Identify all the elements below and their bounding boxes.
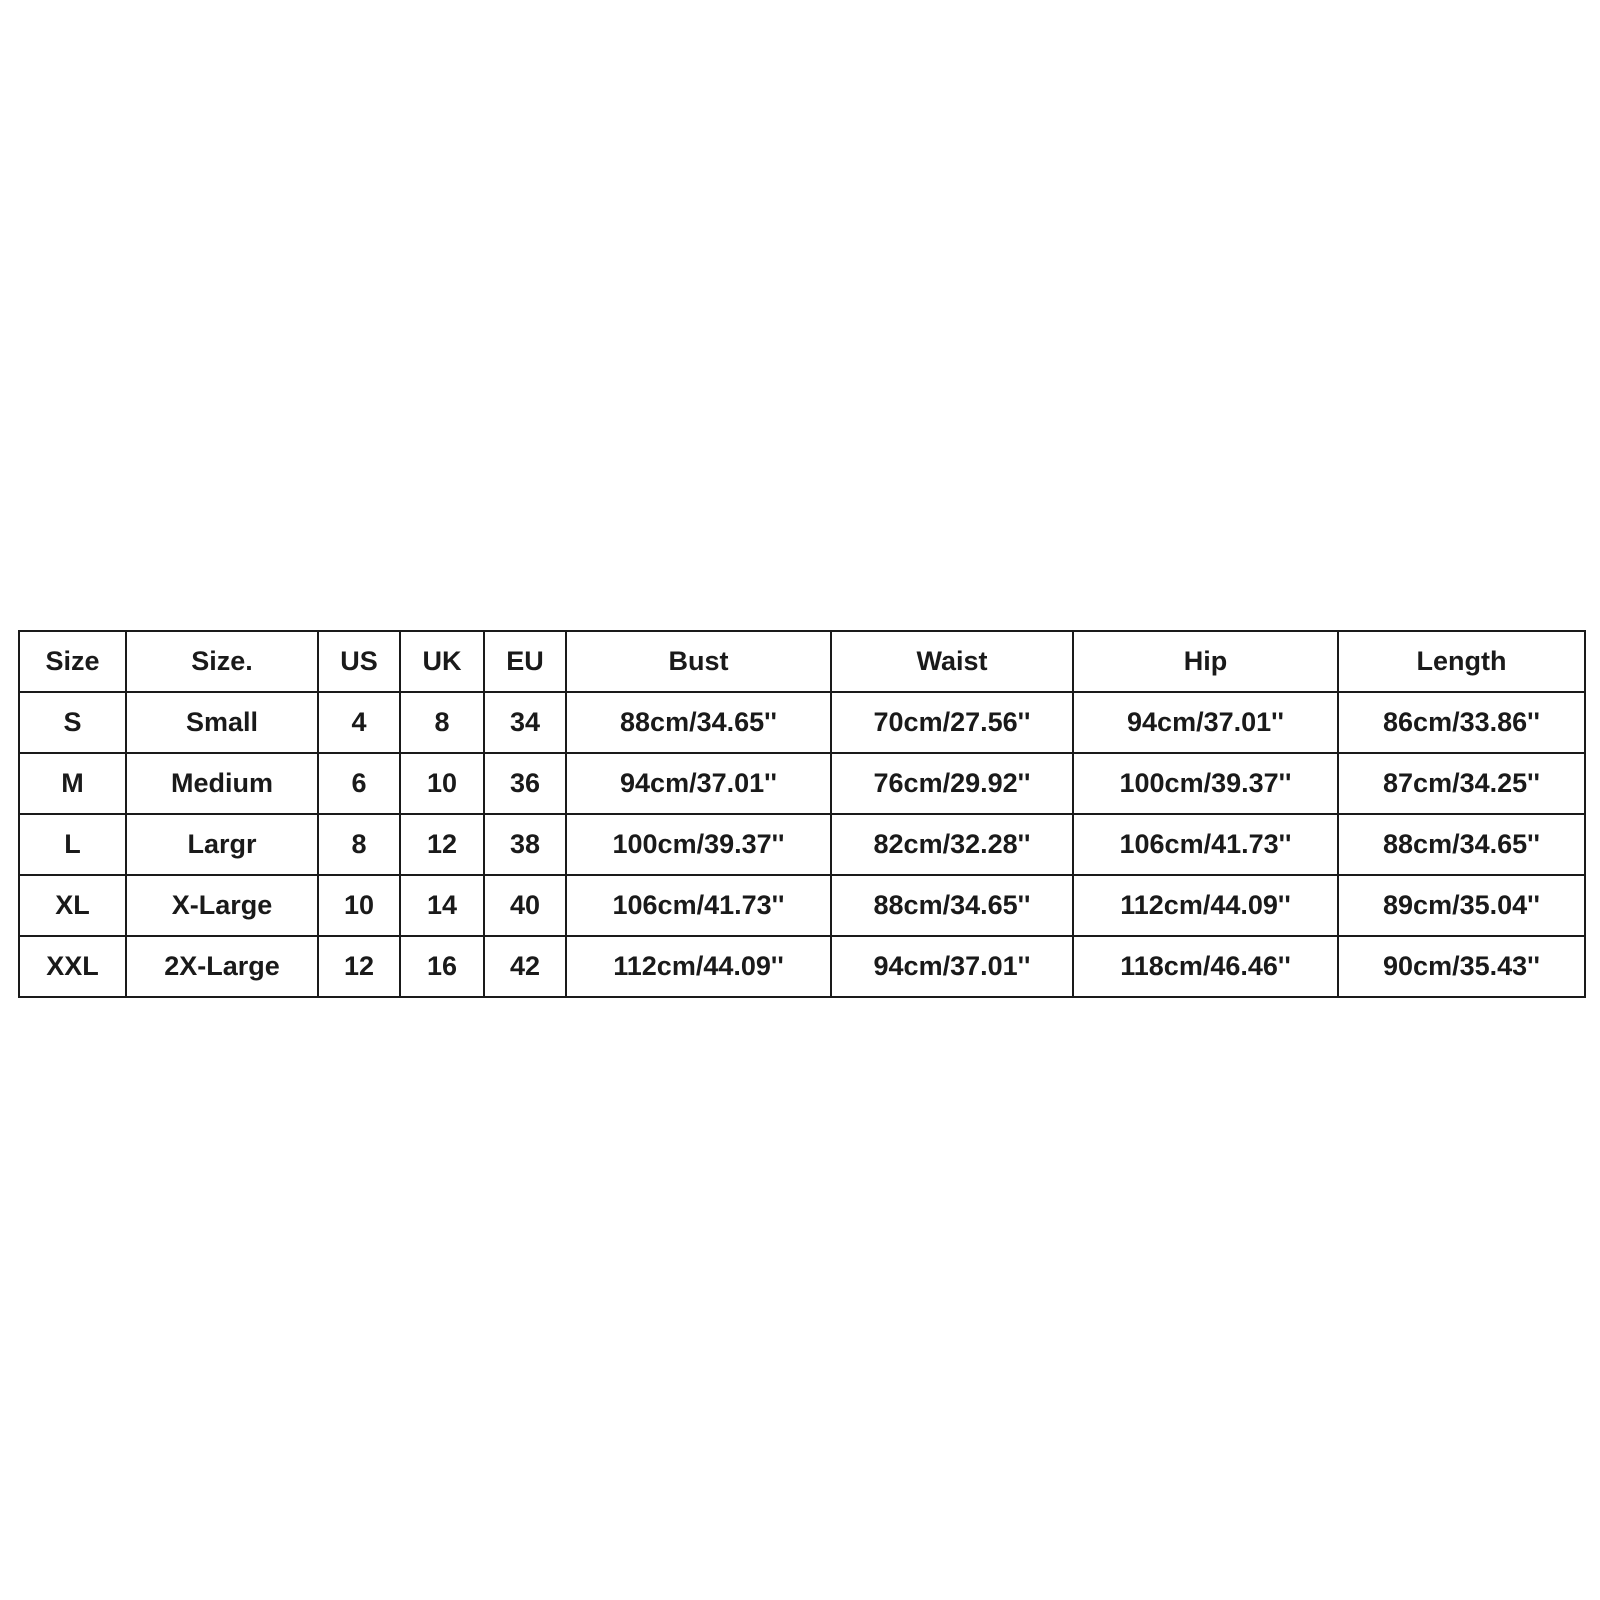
cell-bust: 88cm/34.65''	[566, 692, 831, 753]
cell-hip: 100cm/39.37''	[1073, 753, 1338, 814]
cell-size: L	[19, 814, 126, 875]
cell-size: XXL	[19, 936, 126, 997]
cell-waist: 94cm/37.01''	[831, 936, 1073, 997]
cell-uk: 14	[400, 875, 484, 936]
cell-waist: 76cm/29.92''	[831, 753, 1073, 814]
table-row	[19, 814, 1585, 875]
cell-hip: 94cm/37.01''	[1073, 692, 1338, 753]
cell-us: 4	[318, 692, 400, 753]
cell-size: S	[19, 692, 126, 753]
cell-size-name: Medium	[126, 753, 318, 814]
table-row	[19, 753, 1585, 814]
table-row	[19, 936, 1585, 997]
cell-bust: 106cm/41.73''	[566, 875, 831, 936]
cell-eu: 42	[484, 936, 566, 997]
cell-length: 88cm/34.65''	[1338, 814, 1585, 875]
cell-hip: 106cm/41.73''	[1073, 814, 1338, 875]
cell-eu: 34	[484, 692, 566, 753]
cell-size-name: 2X-Large	[126, 936, 318, 997]
cell-us: 6	[318, 753, 400, 814]
cell-length: 87cm/34.25''	[1338, 753, 1585, 814]
header-bust: Bust	[566, 631, 831, 692]
cell-size: XL	[19, 875, 126, 936]
cell-us: 10	[318, 875, 400, 936]
cell-eu: 40	[484, 875, 566, 936]
cell-eu: 38	[484, 814, 566, 875]
cell-uk: 8	[400, 692, 484, 753]
header-length: Length	[1338, 631, 1585, 692]
cell-us: 12	[318, 936, 400, 997]
table-row	[19, 875, 1585, 936]
table-header-row	[19, 631, 1585, 692]
cell-waist: 70cm/27.56''	[831, 692, 1073, 753]
cell-size: M	[19, 753, 126, 814]
size-chart-table	[18, 630, 1586, 998]
cell-bust: 94cm/37.01''	[566, 753, 831, 814]
cell-length: 86cm/33.86''	[1338, 692, 1585, 753]
header-us: US	[318, 631, 400, 692]
cell-size-name: Largr	[126, 814, 318, 875]
cell-size-name: X-Large	[126, 875, 318, 936]
cell-length: 90cm/35.43''	[1338, 936, 1585, 997]
cell-eu: 36	[484, 753, 566, 814]
cell-uk: 16	[400, 936, 484, 997]
header-waist: Waist	[831, 631, 1073, 692]
cell-uk: 12	[400, 814, 484, 875]
table-row	[19, 692, 1585, 753]
header-size: Size	[19, 631, 126, 692]
cell-us: 8	[318, 814, 400, 875]
cell-bust: 112cm/44.09''	[566, 936, 831, 997]
header-uk: UK	[400, 631, 484, 692]
header-size-name: Size.	[126, 631, 318, 692]
cell-waist: 88cm/34.65''	[831, 875, 1073, 936]
cell-bust: 100cm/39.37''	[566, 814, 831, 875]
cell-hip: 112cm/44.09''	[1073, 875, 1338, 936]
cell-waist: 82cm/32.28''	[831, 814, 1073, 875]
header-hip: Hip	[1073, 631, 1338, 692]
cell-uk: 10	[400, 753, 484, 814]
cell-length: 89cm/35.04''	[1338, 875, 1585, 936]
header-eu: EU	[484, 631, 566, 692]
cell-size-name: Small	[126, 692, 318, 753]
cell-hip: 118cm/46.46''	[1073, 936, 1338, 997]
